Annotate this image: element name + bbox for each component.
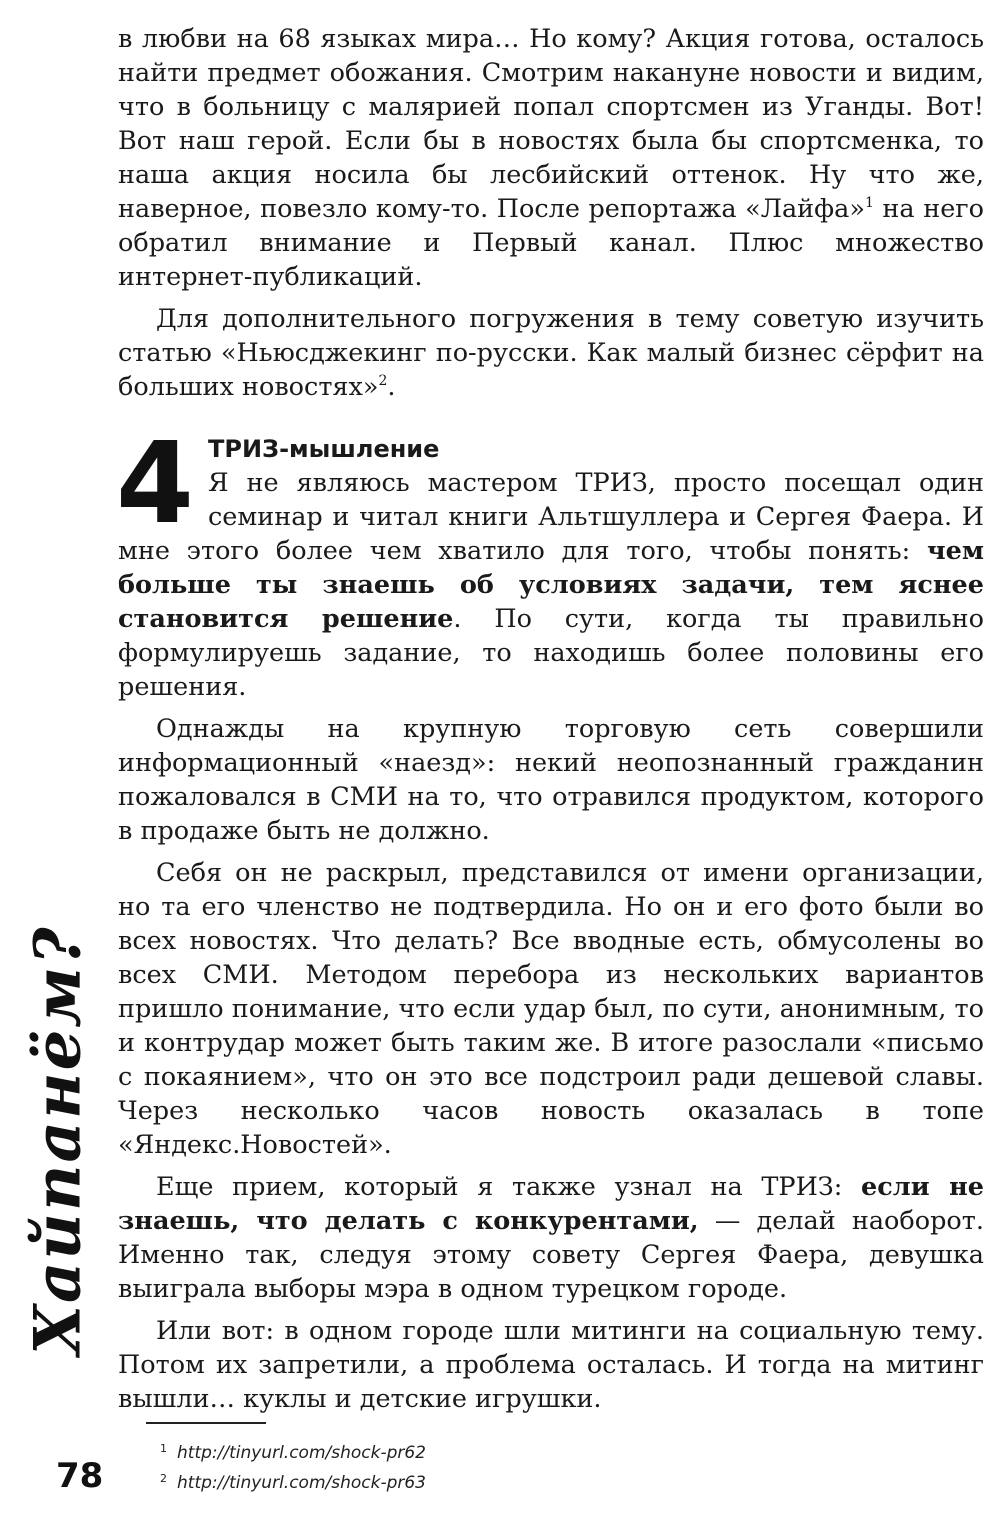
footnote: $^1$ http://tinyurl.com/shock-pr62: [160, 1442, 426, 1463]
paragraph: Себя он не раскрыл, представился от имени организации, но та его членство не подтвердила. Но он и его фото были во всех новостях. Что делать? Все вводные есть, обмусолены во всех СМИ. Методом перебора из нескольких вариантов пришло понимание, что если удар был, по сути, анонимным, то и контрудар может быть таким же. В итоге разослали «письмо с покаянием», что он это все подстроил ради дешевой славы. Через несколько часов новость оказалась в топе «Яндекс.Новостей».: [118, 858, 984, 1160]
footnotes: [160, 1438, 426, 1498]
emphasis: чем больше ты знаешь об условиях задачи, тем яснее становится решение: [118, 536, 984, 634]
paragraph: Я не являюсь мастером ТРИЗ, просто посещал один семинар и читал книги Альтшуллера и Сергея Фаера. И мне этого более чем хватило для того, чтобы понять: чем больше ты знаешь об условиях задачи, тем яснее становится решение. По сути, когда ты правильно формулируешь задание, то находишь более половины его решения.: [118, 468, 984, 702]
page-number: 78: [56, 1456, 104, 1496]
footnote-ref[interactable]: 1: [864, 195, 874, 211]
paragraph: в любви на 68 языках мира… Но кому? Акция готова, осталось найти предмет обожания. Смотрим накануне новости и видим, что в больницу с малярией попал спортсмен из Уганды. Вот! Вот наш герой. Если бы в новостях была бы спортсменка, то наша акция носила бы лесбийский оттенок. Ну что же, наверное, повезло кому-то. После репортажа «Лайфа»$^1$ на него обратил внимание и Первый канал. Плюс множество интернет-публикаций.: [118, 24, 984, 292]
footnote-divider: [146, 1422, 266, 1424]
paragraph: Еще прием, который я также узнал на ТРИЗ: если не знаешь, что делать с конкурентами, — делай наоборот. Именно так, следуя этому совету Сергея Фаера, девушка выиграла выборы мэра в одном турецком городе.: [118, 1172, 984, 1304]
section-4: [116, 419, 984, 1416]
footnote-link[interactable]: http://tinyurl.com/shock-pr62: [177, 1443, 426, 1463]
side-running-title: [8, 925, 108, 1355]
book-title-vertical: Хайпанём?: [20, 925, 96, 1355]
footnote: $^2$ http://tinyurl.com/shock-pr63: [160, 1472, 426, 1493]
section-number: 4: [116, 419, 194, 549]
paragraph: Или вот: в одном городе шли митинги на социальную тему. Потом их запретили, а проблема осталась. И тогда на митинг вышли… куклы и детские игрушки.: [118, 1316, 984, 1414]
footnote-link[interactable]: http://tinyurl.com/shock-pr63: [177, 1473, 426, 1493]
main-text-column: [118, 22, 984, 1424]
paragraph: Для дополнительного погружения в тему советую изучить статью «Ньюсджекинг по-русски. Как малый бизнес сёрфит на больших новостях»$^2$.: [118, 304, 984, 402]
emphasis: если не знаешь, что делать с конкурентами,: [118, 1172, 984, 1236]
footnote-ref[interactable]: 2: [378, 373, 388, 389]
paragraph: Однажды на крупную торговую сеть совершили информационный «наезд»: некий неопознанный гражданин пожаловался в СМИ на то, что отравился продуктом, которого в продаже быть не должно.: [118, 714, 984, 846]
section-title: ТРИЗ-мышление: [208, 435, 440, 463]
